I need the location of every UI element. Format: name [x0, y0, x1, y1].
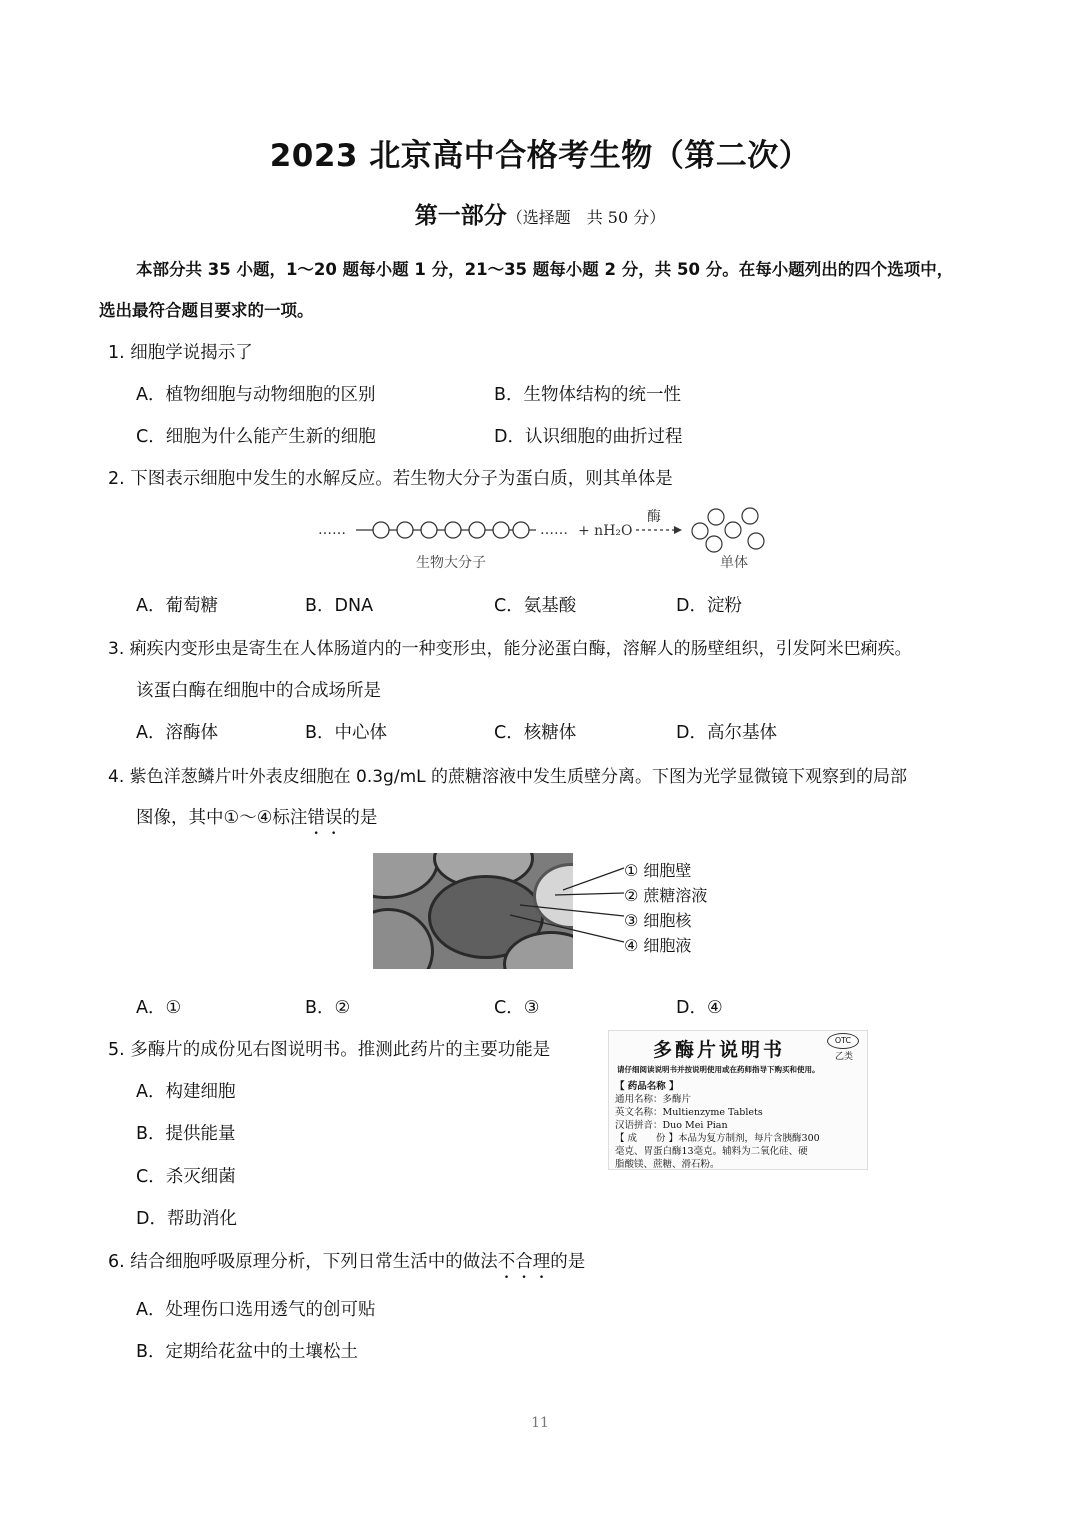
leaflet-line: 毫克、胃蛋白酶13毫克。辅料为二氧化硅、硬	[615, 1146, 808, 1157]
q4-stem-1: 4. 紫色洋葱鳞片叶外表皮细胞在 0.3g/mL 的蔗糖溶液中发生质壁分离。下图为光学显微镜下观察到的局部	[108, 767, 908, 787]
q3-stem-2: 该蛋白酶在细胞中的合成场所是	[136, 681, 381, 701]
label-cell-sap: ④ 细胞液	[624, 936, 692, 955]
micrograph-leader-lines	[500, 860, 630, 950]
q6-stem	[108, 1248, 585, 1273]
leaflet-notice: 请仔细阅读说明书并按说明使用或在药师指导下购买和使用。	[617, 1065, 820, 1074]
q1-option-d: D．认识细胞的曲折过程	[494, 427, 683, 447]
otc-class: 乙类	[834, 1052, 853, 1062]
label-nucleus: ③ 细胞核	[624, 911, 692, 930]
emphasis-char: 理	[532, 1252, 551, 1272]
leaflet-line: 通用名称：多酶片	[615, 1094, 692, 1105]
diagram-dots-left: ……	[318, 522, 346, 538]
monomer-circle	[469, 522, 485, 538]
q4-stem-2	[136, 804, 377, 829]
q6-option-a: A．处理伤口选用透气的创可贴	[136, 1300, 376, 1320]
q3-option-d: D．高尔基体	[676, 723, 777, 743]
q2-option-a: A．葡萄糖	[136, 596, 218, 616]
free-monomer	[748, 533, 764, 549]
monomer-circle	[397, 522, 413, 538]
monomer-circle	[513, 522, 529, 538]
q1-option-b: B．生物体结构的统一性	[494, 385, 682, 405]
hydrolysis-diagram	[318, 503, 768, 575]
intro-line-2: 选出最符合题目要求的一项。	[99, 301, 314, 320]
q4-option-d: D．④	[676, 998, 723, 1018]
part-heading	[0, 197, 1080, 230]
q2-option-b: B．DNA	[305, 596, 374, 616]
q2-option-d: D．淀粉	[676, 596, 742, 616]
emphasis-char: 不	[497, 1252, 516, 1272]
q1-option-a: A．植物细胞与动物细胞的区别	[136, 385, 376, 405]
q3-stem-1: 3. 痢疾内变形虫是寄生在人体肠道内的一种变形虫，能分泌蛋白酶，溶解人的肠壁组织，引发阿米巴痢疾。	[108, 639, 912, 659]
q4-option-c: C．③	[494, 998, 540, 1018]
intro-line-1: 本部分共 35 小题，1～20 题每小题 1 分，21～35 题每小题 2 分，共 50 分。在每小题列出的四个选项中，	[136, 260, 954, 279]
q1-option-c: C．细胞为什么能产生新的细胞	[136, 427, 376, 447]
otc-badge: OTC	[827, 1033, 859, 1049]
q5-option-d: D．帮助消化	[136, 1209, 237, 1229]
leaflet-line: 英文名称：Multienzyme Tablets	[615, 1107, 763, 1118]
leaflet-title: 多酶片说明书	[653, 1039, 786, 1061]
q2-option-c: C．氨基酸	[494, 596, 577, 616]
q4-stem-2a: 图像，其中①～④标注	[136, 808, 308, 828]
q4-option-a: A．①	[136, 998, 182, 1018]
q5-option-b: B．提供能量	[136, 1124, 236, 1144]
monomer-circle	[421, 522, 437, 538]
q2-stem: 2. 下图表示细胞中发生的水解反应。若生物大分子为蛋白质，则其单体是	[108, 469, 673, 489]
q6-emphasis	[498, 1252, 551, 1272]
q3-option-c: C．核糖体	[494, 723, 577, 743]
q3-option-b: B．中心体	[305, 723, 388, 743]
leaflet-line: 汉语拼音：Duo Mei Pian	[615, 1120, 728, 1131]
medicine-leaflet	[608, 1030, 868, 1170]
q3-option-a: A．溶酶体	[136, 723, 218, 743]
q4-stem-2c: 的是	[342, 808, 378, 828]
page-title: 2023 北京高中合格考生物（第二次）	[269, 138, 811, 174]
micrograph-labels	[624, 858, 707, 958]
emphasis-char: 合	[515, 1252, 533, 1272]
free-monomer	[708, 509, 724, 525]
diagram-dots-mid: ……	[540, 522, 568, 538]
part-note: （选择题 共 50 分）	[506, 208, 666, 227]
label-sucrose-solution: ② 蔗糖溶液	[624, 886, 708, 905]
q6-option-b: B．定期给花盆中的土壤松土	[136, 1342, 359, 1362]
water-label: + nH₂O	[578, 523, 633, 539]
emphasis-char: 误	[324, 808, 343, 828]
leaflet-line: 【 药品名称 】	[615, 1081, 679, 1092]
monomer-circle	[493, 522, 509, 538]
arrow-head	[674, 526, 682, 534]
free-monomer	[725, 522, 741, 538]
enzyme-label: 酶	[647, 509, 661, 525]
free-monomer	[692, 523, 708, 539]
leaflet-line: 脂酸镁、蔗糖、滑石粉。	[615, 1159, 720, 1170]
monomer-circle	[373, 522, 389, 538]
q6-stem-a: 6. 结合细胞呼吸原理分析，下列日常生活中的做法	[108, 1252, 498, 1272]
q6-stem-c: 的是	[550, 1252, 586, 1272]
monomer-label: 单体	[720, 555, 748, 571]
part-title: 第一部分	[414, 203, 507, 229]
q1-stem: 1. 细胞学说揭示了	[108, 343, 253, 363]
monomer-circle	[445, 522, 461, 538]
q5-option-c: C．杀灭细菌	[136, 1167, 236, 1187]
q5-option-a: A．构建细胞	[136, 1082, 236, 1102]
q4-option-b: B．②	[305, 998, 351, 1018]
free-monomer	[742, 508, 758, 524]
q5-stem: 5. 多酶片的成份见右图说明书。推测此药片的主要功能是	[108, 1040, 551, 1060]
free-monomer	[706, 536, 722, 552]
emphasis-char: 错	[307, 808, 325, 828]
leaflet-line: 【 成 份 】本品为复方制剂，每片含胰酶300	[615, 1133, 820, 1144]
page-number: 11	[531, 1415, 549, 1431]
q4-emphasis	[307, 808, 342, 828]
label-cell-wall: ① 细胞壁	[624, 861, 692, 880]
macromolecule-label: 生物大分子	[416, 555, 486, 571]
